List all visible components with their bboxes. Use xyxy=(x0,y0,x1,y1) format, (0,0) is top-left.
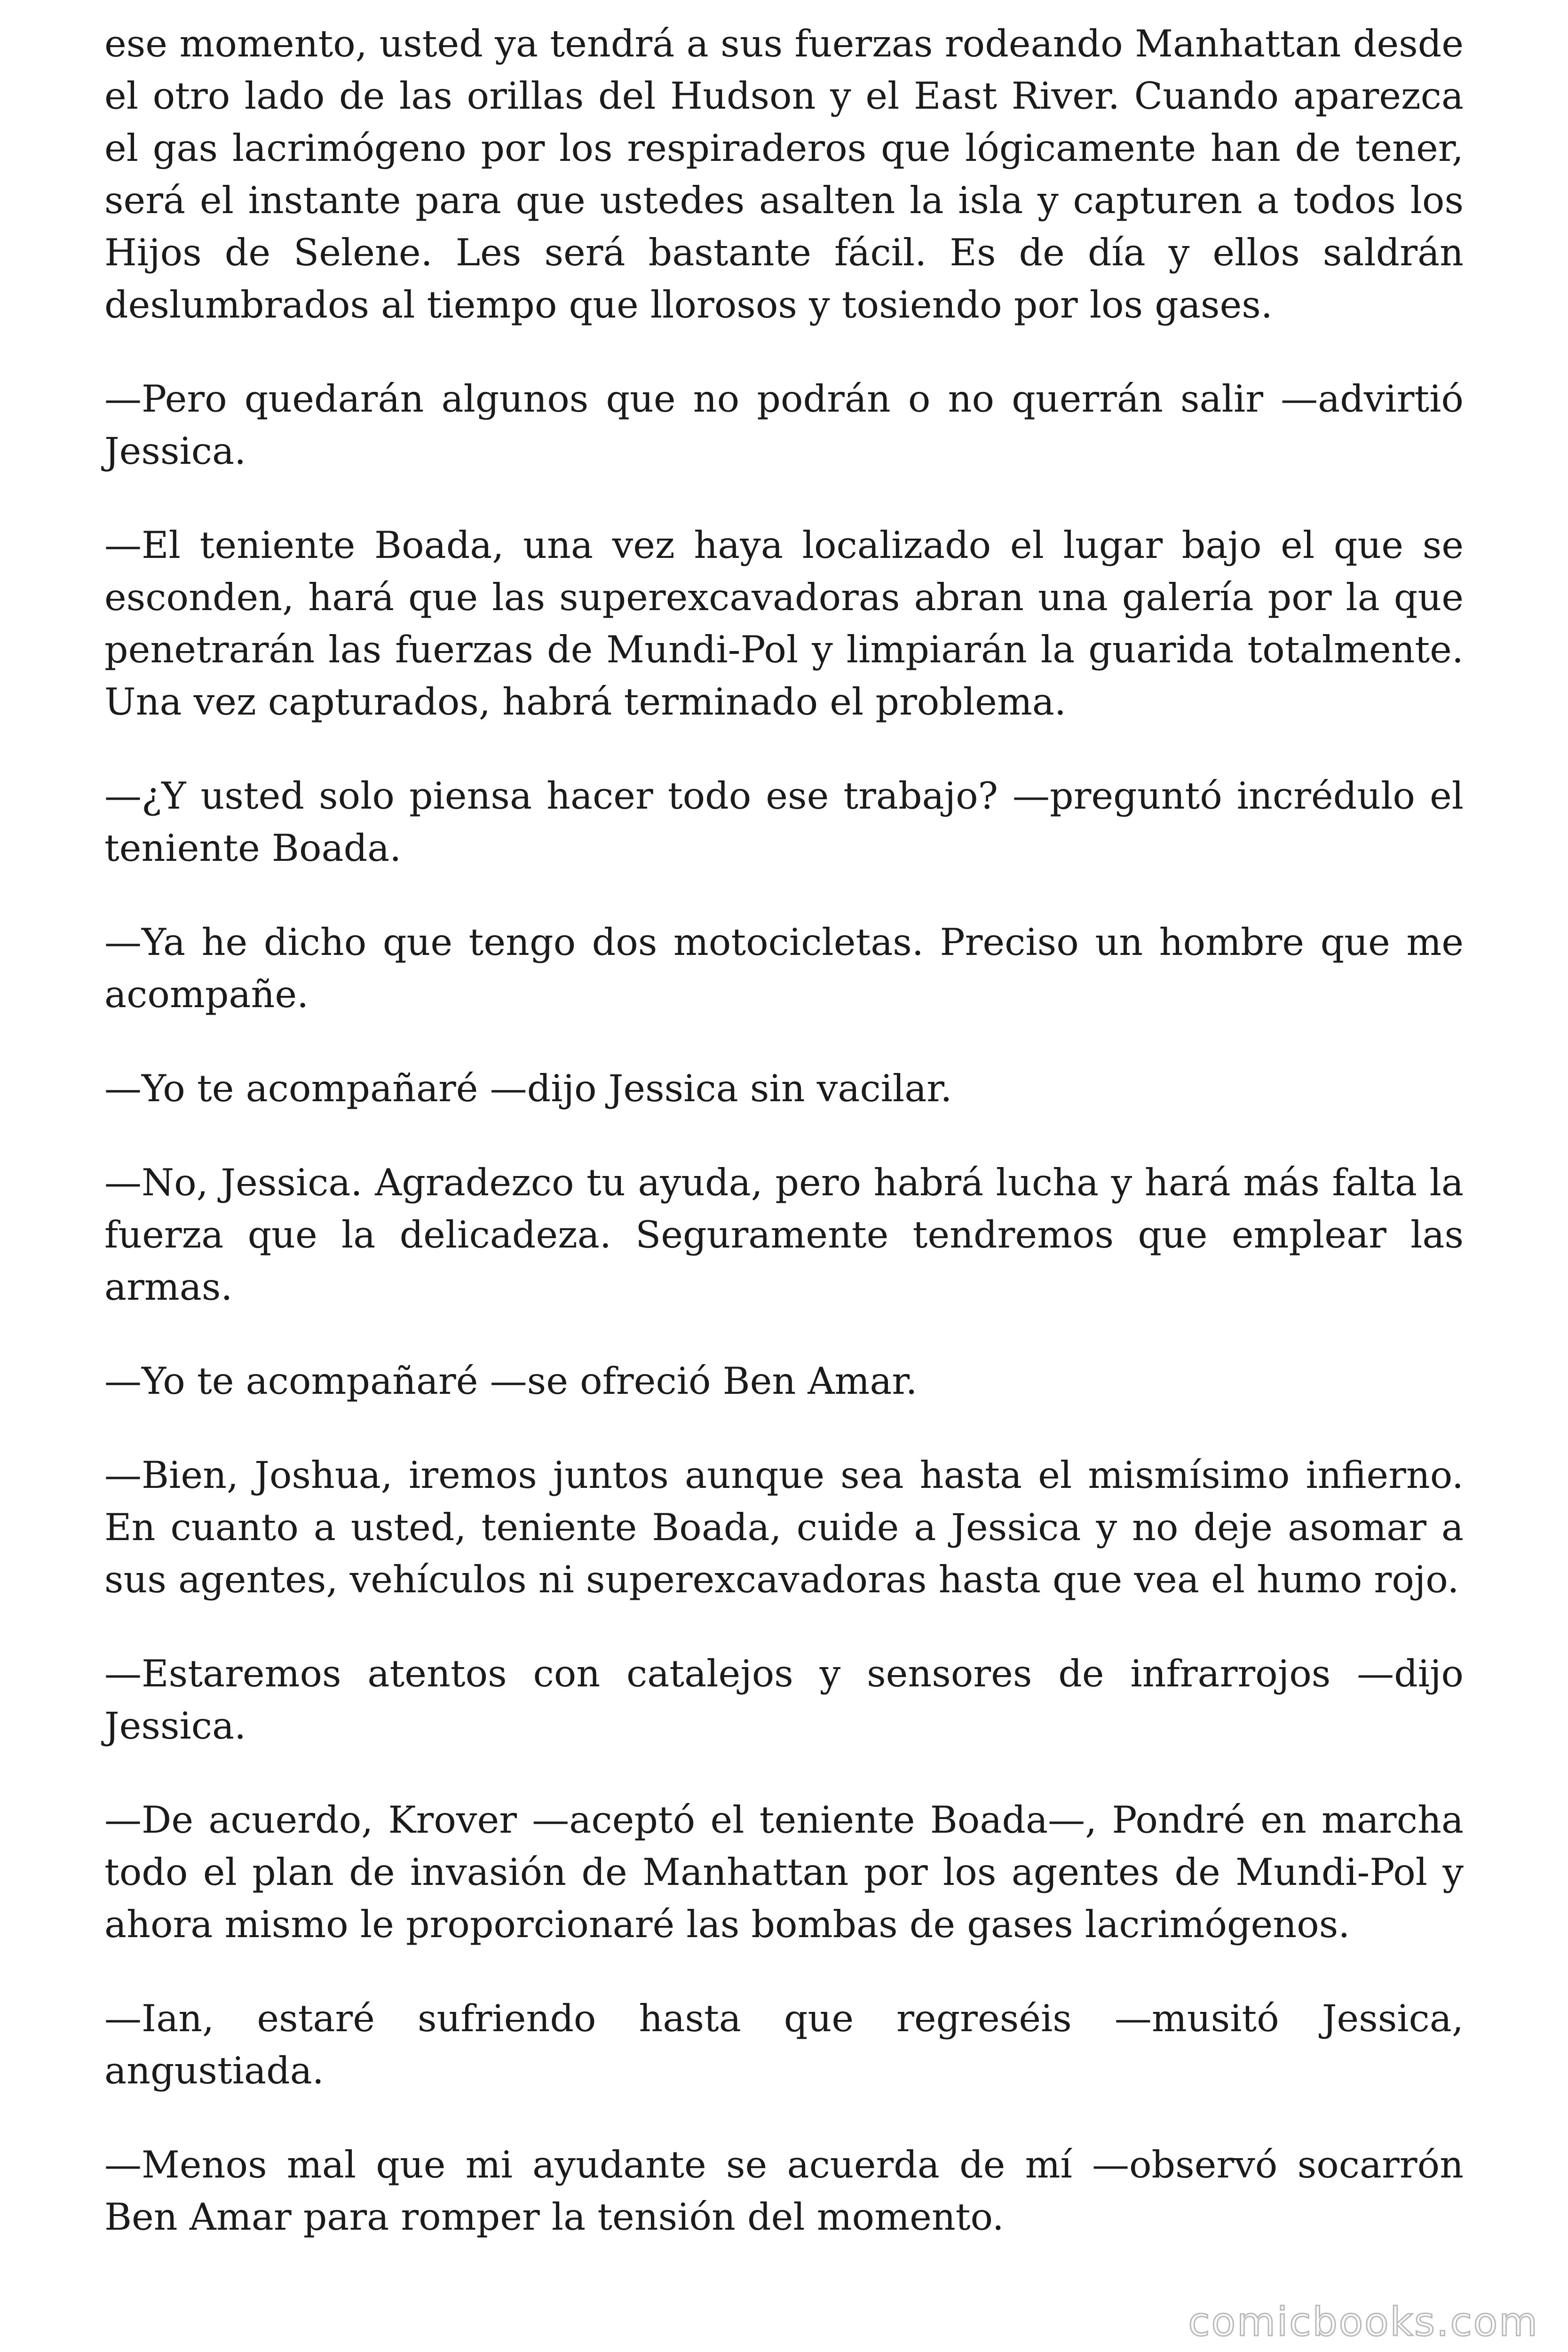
paragraph: —Yo te acompañaré —se ofreció Ben Amar. xyxy=(104,1359,918,1403)
paragraph: ese momento, usted ya tendrá a sus fuerzas rodeando Manhattan desde el otro lado de las orillas del Hudson y el East River. Cuando aparezca el gas lacrimógeno por los respiraderos que lógicamente han de tener, será el instante para que ustedes asalten la isla y capturen a todos los Hijos de Selene. Les será bastante fácil. Es de día y ellos saldrán deslumbrados al tiempo que llorosos y tosiendo por los gases. xyxy=(104,22,1464,326)
paragraph: —Ya he dicho que tengo dos motocicletas. Preciso un hombre que me acompañe. xyxy=(104,921,1464,1016)
paragraph: —Yo te acompañaré —dijo Jessica sin vacilar. xyxy=(104,1067,952,1110)
paragraph: —No, Jessica. Agradezco tu ayuda, pero habrá lucha y hará más falta la fuerza que la delicadeza. Seguramente tendremos que emplear las armas. xyxy=(104,1161,1464,1309)
paragraph: —Bien, Joshua, iremos juntos aunque sea hasta el mismísimo infierno. En cuanto a usted, teniente Boada, cuide a Jessica y no deje asomar a sus agentes, vehículos ni superexcavadoras hasta que vea el humo rojo. xyxy=(104,1454,1464,1601)
body-text xyxy=(104,18,1464,2285)
paragraph: —Menos mal que mi ayudante se acuerda de mí —observó socarrón Ben Amar para romper la tensión del momento. xyxy=(104,2143,1464,2239)
watermark: comicbooks.com xyxy=(1188,2299,1539,2345)
paragraph: —Estaremos atentos con catalejos y sensores de infrarrojos —dijo Jessica. xyxy=(104,1652,1464,1748)
paragraph: —¿Y usted solo piensa hacer todo ese trabajo? —preguntó incrédulo el teniente Boada. xyxy=(104,774,1464,870)
paragraph: —De acuerdo, Krover —aceptó el teniente Boada—, Pondré en marcha todo el plan de invasión de Manhattan por los agentes de Mundi-Pol y ahora mismo le proporcionaré las bombas de gases lacrimógenos. xyxy=(104,1798,1464,1946)
paragraph: —El teniente Boada, una vez haya localizado el lugar bajo el que se esconden, hará que las superexcavadoras abran una galería por la que penetrarán las fuerzas de Mundi-Pol y limpiarán la guarida totalmente. Una vez capturados, habrá terminado el problema. xyxy=(104,524,1464,723)
paragraph: —Pero quedarán algunos que no podrán o no querrán salir —advirtió Jessica. xyxy=(104,377,1464,473)
paragraph: —Ian, estaré sufriendo hasta que regreséis —musitó Jessica, angustiada. xyxy=(104,1997,1464,2092)
